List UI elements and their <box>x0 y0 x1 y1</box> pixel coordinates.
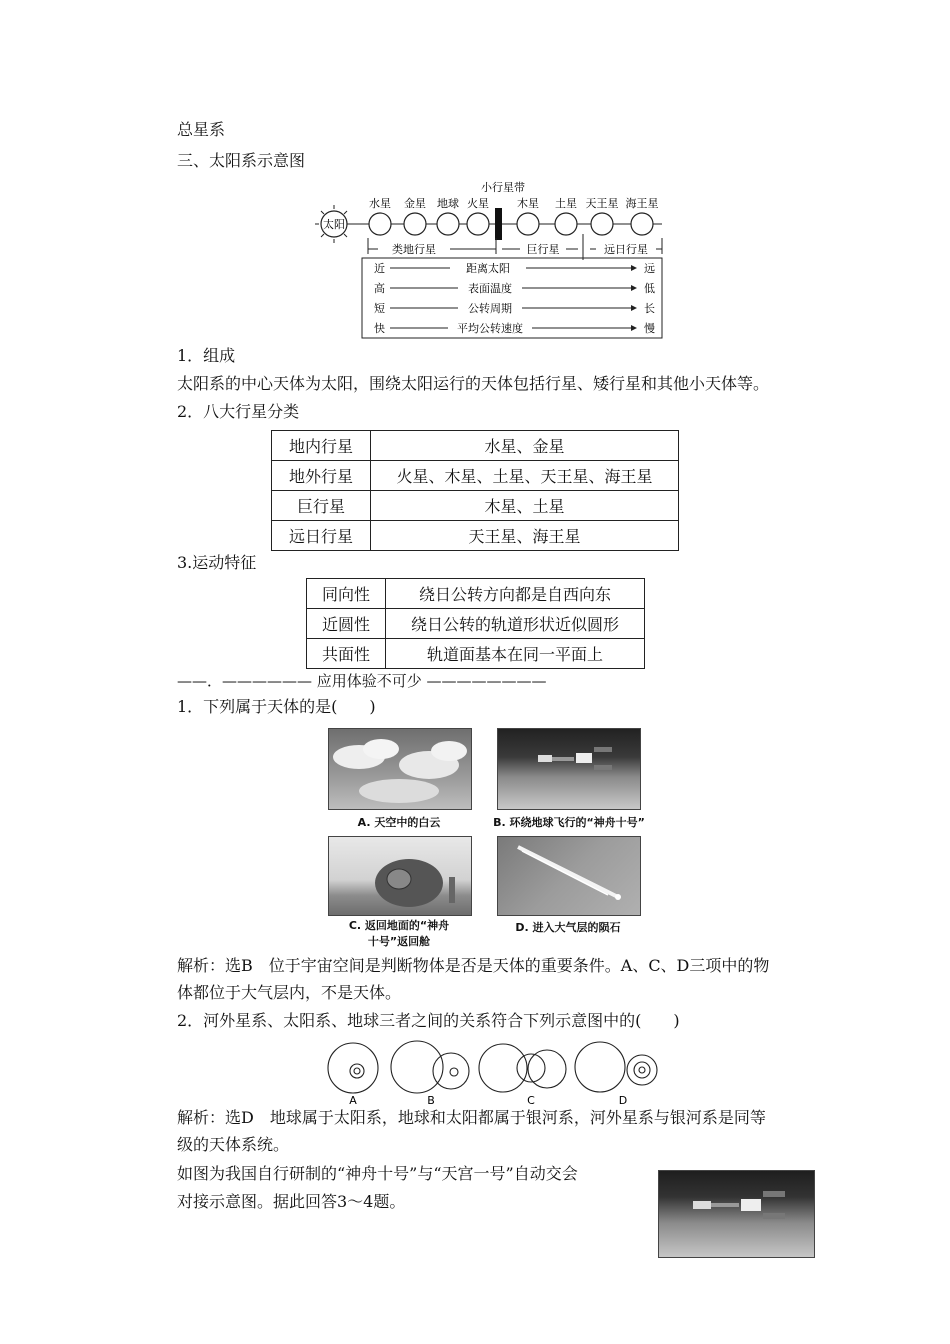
section-heading-motion: 3.运动特征 <box>177 553 257 572</box>
table-cell: 地外行星 <box>272 461 371 491</box>
question-3-line2: 对接示意图。据此回答3～4题。 <box>177 1192 406 1211</box>
group-label-terrestrial: 类地行星 <box>392 243 436 256</box>
planet-label-earth: 地球 <box>437 197 459 210</box>
option-d-label: D <box>618 1094 628 1106</box>
answer-1-line2: 体都位于大气层内，不是天体。 <box>177 983 402 1002</box>
question-1: 1．下列属于天体的是( ) <box>177 697 376 716</box>
option-c-diagram <box>479 1044 566 1092</box>
table-cell: 水星、金星 <box>371 431 679 461</box>
composition-text: 太阳系的中心天体为太阳，围绕太阳运行的天体包括行星、矮行星和其他小天体等。 <box>177 374 770 393</box>
planet-uranus-icon <box>591 213 613 235</box>
answer-2-line1: 解析：选D 地球属于太阳系，地球和太阳都属于银河系，河外星系与银河系是同等 <box>177 1108 766 1127</box>
group-label-giant: 巨行星 <box>526 243 560 256</box>
table-row <box>307 579 645 609</box>
planet-venus-icon <box>404 213 426 235</box>
table-row <box>272 431 679 461</box>
table-cell: 远日行星 <box>272 521 371 551</box>
image-shenzhou-orbit <box>497 728 641 810</box>
section-heading-composition: 1．组成 <box>177 346 236 365</box>
row-right-far: 远 <box>644 262 655 275</box>
row-label-speed: 平均公转速度 <box>457 322 523 335</box>
row-label-distance: 距离太阳 <box>466 262 510 275</box>
row-right-long: 长 <box>644 302 655 315</box>
table-cell: 地内行星 <box>272 431 371 461</box>
option-a-diagram <box>328 1043 378 1093</box>
table-row <box>307 609 645 639</box>
planet-label-mercury: 水星 <box>369 197 391 210</box>
image-return-capsule <box>328 836 472 916</box>
question-3-line1: 如图为我国自行研制的“神舟十号”与“天宫一号”自动交会 <box>177 1164 578 1183</box>
solar-system-diagram <box>310 178 670 340</box>
table-cell: 共面性 <box>307 639 386 669</box>
row-right-low: 低 <box>644 282 655 295</box>
table-cell: 绕日公转方向都是自西向东 <box>386 579 645 609</box>
table-row <box>307 639 645 669</box>
planet-label-neptune: 海王星 <box>625 197 659 210</box>
section-heading-planet-classes: 2．八大行星分类 <box>177 402 300 421</box>
table-cell: 近圆性 <box>307 609 386 639</box>
table-cell: 天王星、海王星 <box>371 521 679 551</box>
planet-saturn-icon <box>555 213 577 235</box>
caption-a: A. 天空中的白云 <box>357 816 441 829</box>
planet-label-jupiter: 木星 <box>517 197 539 210</box>
planet-earth-icon <box>437 213 459 235</box>
row-left-fast: 快 <box>374 322 385 335</box>
row-right-slow: 慢 <box>644 322 655 335</box>
planet-mercury-icon <box>369 213 391 235</box>
image-meteor <box>497 836 641 916</box>
option-d-diagram <box>575 1042 657 1092</box>
asteroid-belt-icon <box>495 208 502 240</box>
image-docking <box>658 1170 815 1258</box>
text-line-total-galaxy: 总星系 <box>177 120 226 139</box>
planet-label-venus: 金星 <box>404 197 426 210</box>
section-divider: ——．—————— 应用体验不可少 ———————— <box>177 672 547 690</box>
table-row <box>272 521 679 551</box>
group-label-ice-giant: 远日行星 <box>604 243 648 256</box>
planet-classification-table <box>271 430 679 551</box>
table-row <box>272 491 679 521</box>
option-b-label: B <box>427 1094 435 1106</box>
planet-label-uranus: 天王星 <box>585 197 619 210</box>
table-cell: 火星、木星、土星、天王星、海王星 <box>371 461 679 491</box>
question-2: 2．河外星系、太阳系、地球三者之间的关系符合下列示意图中的( ) <box>177 1011 680 1030</box>
option-b-diagram <box>391 1041 469 1093</box>
table-cell: 同向性 <box>307 579 386 609</box>
motion-characteristics-table <box>306 578 645 669</box>
caption-b: B. 环绕地球飞行的“神舟十号” <box>493 816 645 829</box>
planet-jupiter-icon <box>517 213 539 235</box>
table-cell: 轨道面基本在同一平面上 <box>386 639 645 669</box>
table-cell: 绕日公转的轨道形状近似圆形 <box>386 609 645 639</box>
answer-2-line2: 级的天体系统。 <box>177 1135 290 1154</box>
caption-d: D. 进入大气层的陨石 <box>515 921 621 934</box>
q2-circle-diagrams <box>320 1038 665 1106</box>
row-left-short: 短 <box>374 302 385 315</box>
caption-c-line1: C. 返回地面的“神舟 <box>348 919 450 932</box>
caption-c-line2: 十号”返回舱 <box>367 935 431 948</box>
table-row <box>272 461 679 491</box>
table-cell: 木星、土星 <box>371 491 679 521</box>
row-label-temperature: 表面温度 <box>468 282 512 295</box>
planet-neptune-icon <box>631 213 653 235</box>
row-left-near: 近 <box>374 262 385 275</box>
row-left-high: 高 <box>374 282 385 295</box>
planet-mars-icon <box>467 213 489 235</box>
answer-1-line1: 解析：选B 位于宇宙空间是判断物体是否是天体的重要条件。A、C、D三项中的物 <box>177 956 770 975</box>
planet-label-saturn: 土星 <box>555 197 577 210</box>
table-cell: 巨行星 <box>272 491 371 521</box>
row-label-period: 公转周期 <box>468 302 512 315</box>
image-white-clouds <box>328 728 472 810</box>
asteroid-belt-label: 小行星带 <box>481 181 525 194</box>
planet-label-mars: 火星 <box>467 197 489 210</box>
sun-label: 太阳 <box>323 218 345 231</box>
option-a-label: A <box>349 1094 357 1106</box>
option-c-label: C <box>527 1094 535 1106</box>
section-heading-solar-diagram: 三、太阳系示意图 <box>177 151 306 170</box>
